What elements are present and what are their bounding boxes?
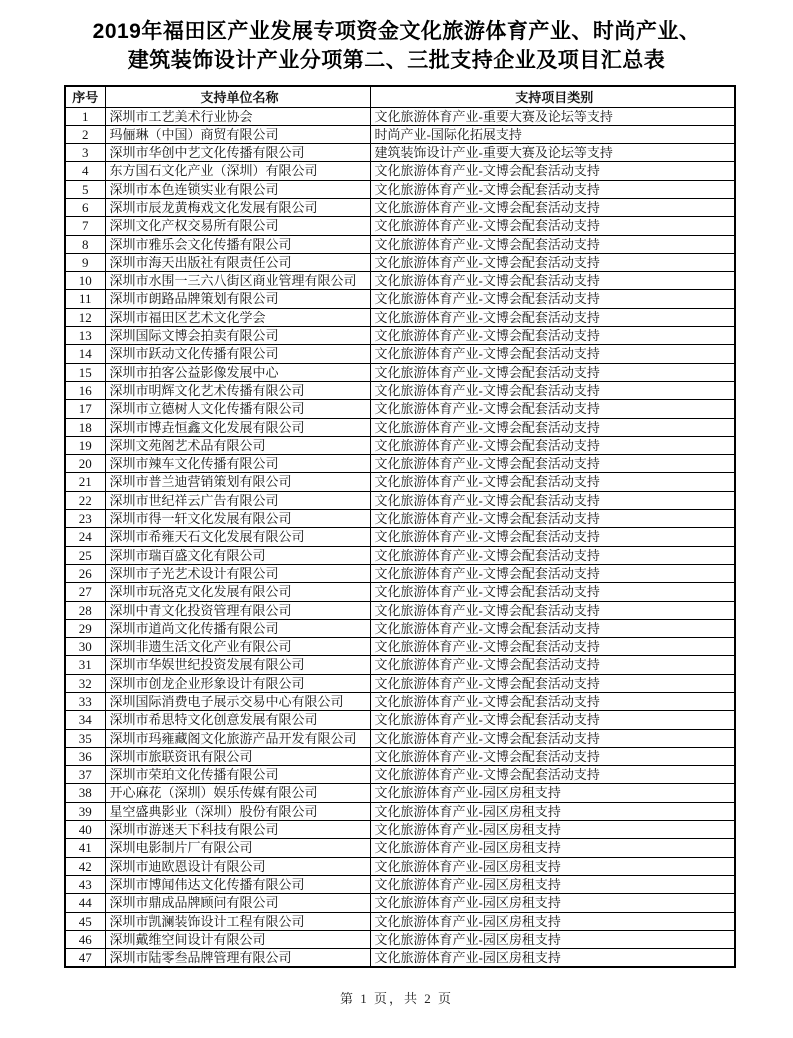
project-category: 文化旅游体育产业-园区房租支持 <box>370 894 735 912</box>
row-index: 5 <box>65 180 105 198</box>
project-category: 文化旅游体育产业-文博会配套活动支持 <box>370 272 735 290</box>
table-row <box>65 894 735 912</box>
table-row <box>65 290 735 308</box>
project-category: 文化旅游体育产业-文博会配套活动支持 <box>370 217 735 235</box>
table-row <box>65 601 735 619</box>
table-header-row <box>65 86 735 107</box>
row-index: 33 <box>65 693 105 711</box>
project-category: 文化旅游体育产业-文博会配套活动支持 <box>370 363 735 381</box>
unit-name: 深圳市华创中艺文化传播有限公司 <box>105 144 370 162</box>
row-index: 7 <box>65 217 105 235</box>
unit-name: 深圳市创龙企业形象设计有限公司 <box>105 674 370 692</box>
table-row <box>65 381 735 399</box>
project-category: 文化旅游体育产业-文博会配套活动支持 <box>370 455 735 473</box>
table-row <box>65 272 735 290</box>
project-category: 文化旅游体育产业-文博会配套活动支持 <box>370 766 735 784</box>
unit-name: 深圳市本色连锁实业有限公司 <box>105 180 370 198</box>
row-index: 38 <box>65 784 105 802</box>
project-category: 文化旅游体育产业-文博会配套活动支持 <box>370 638 735 656</box>
unit-name: 深圳市博垚恒鑫文化发展有限公司 <box>105 418 370 436</box>
row-index: 45 <box>65 912 105 930</box>
unit-name: 深圳市子光艺术设计有限公司 <box>105 564 370 582</box>
table-row <box>65 510 735 528</box>
row-index: 16 <box>65 381 105 399</box>
project-category: 时尚产业-国际化拓展支持 <box>370 125 735 143</box>
project-category: 文化旅游体育产业-文博会配套活动支持 <box>370 327 735 345</box>
unit-name: 深圳市立德树人文化传播有限公司 <box>105 400 370 418</box>
project-category: 文化旅游体育产业-文博会配套活动支持 <box>370 436 735 454</box>
support-summary-table <box>64 85 736 968</box>
table-row <box>65 235 735 253</box>
table-row <box>65 949 735 968</box>
project-category: 文化旅游体育产业-园区房租支持 <box>370 930 735 948</box>
row-index: 28 <box>65 601 105 619</box>
project-category: 文化旅游体育产业-文博会配套活动支持 <box>370 235 735 253</box>
page-title-line2: 建筑装饰设计产业分项第二、三批支持企业及项目汇总表 <box>127 49 666 72</box>
page-title-line1: 2019年福田区产业发展专项资金文化旅游体育产业、时尚产业、 <box>92 20 701 43</box>
row-index: 37 <box>65 766 105 784</box>
project-category: 文化旅游体育产业-文博会配套活动支持 <box>370 546 735 564</box>
project-category: 文化旅游体育产业-园区房租支持 <box>370 784 735 802</box>
row-index: 13 <box>65 327 105 345</box>
table-row <box>65 107 735 125</box>
unit-name: 深圳电影制片厂有限公司 <box>105 839 370 857</box>
unit-name: 深圳国际消费电子展示交易中心有限公司 <box>105 693 370 711</box>
project-category: 文化旅游体育产业-文博会配套活动支持 <box>370 583 735 601</box>
row-index: 15 <box>65 363 105 381</box>
row-index: 3 <box>65 144 105 162</box>
unit-name: 深圳市荣珀文化传播有限公司 <box>105 766 370 784</box>
unit-name: 深圳市希雍天石文化发展有限公司 <box>105 528 370 546</box>
project-category: 文化旅游体育产业-文博会配套活动支持 <box>370 381 735 399</box>
table-row <box>65 436 735 454</box>
table-row <box>65 674 735 692</box>
table-row <box>65 345 735 363</box>
unit-name: 深圳市明辉文化艺术传播有限公司 <box>105 381 370 399</box>
row-index: 36 <box>65 747 105 765</box>
unit-name: 深圳市博闻伟达文化传播有限公司 <box>105 875 370 893</box>
unit-name: 深圳市海天出版社有限责任公司 <box>105 253 370 271</box>
project-category: 文化旅游体育产业-园区房租支持 <box>370 875 735 893</box>
project-category: 文化旅游体育产业-文博会配套活动支持 <box>370 418 735 436</box>
row-index: 14 <box>65 345 105 363</box>
unit-name: 星空盛典影业（深圳）股份有限公司 <box>105 802 370 820</box>
unit-name: 深圳市瑞百盛文化有限公司 <box>105 546 370 564</box>
unit-name: 深圳市工艺美术行业协会 <box>105 107 370 125</box>
project-category: 文化旅游体育产业-文博会配套活动支持 <box>370 693 735 711</box>
table-row <box>65 455 735 473</box>
unit-name: 深圳市朗路品牌策划有限公司 <box>105 290 370 308</box>
table-body <box>65 107 735 967</box>
table-row <box>65 327 735 345</box>
unit-name: 深圳市游迷天下科技有限公司 <box>105 821 370 839</box>
row-index: 39 <box>65 802 105 820</box>
project-category: 文化旅游体育产业-文博会配套活动支持 <box>370 253 735 271</box>
row-index: 12 <box>65 308 105 326</box>
project-category: 文化旅游体育产业-文博会配套活动支持 <box>370 619 735 637</box>
project-category: 文化旅游体育产业-文博会配套活动支持 <box>370 473 735 491</box>
row-index: 1 <box>65 107 105 125</box>
project-category: 文化旅游体育产业-园区房租支持 <box>370 802 735 820</box>
table-row <box>65 656 735 674</box>
project-category: 文化旅游体育产业-文博会配套活动支持 <box>370 674 735 692</box>
row-index: 29 <box>65 619 105 637</box>
row-index: 8 <box>65 235 105 253</box>
row-index: 2 <box>65 125 105 143</box>
header-index: 序号 <box>65 86 105 107</box>
row-index: 19 <box>65 436 105 454</box>
table-row <box>65 693 735 711</box>
table-row <box>65 400 735 418</box>
unit-name: 深圳市陆零叁品牌管理有限公司 <box>105 949 370 968</box>
project-category: 文化旅游体育产业-重要大赛及论坛等支持 <box>370 107 735 125</box>
project-category: 文化旅游体育产业-园区房租支持 <box>370 839 735 857</box>
row-index: 24 <box>65 528 105 546</box>
unit-name: 深圳中青文化投资管理有限公司 <box>105 601 370 619</box>
unit-name: 深圳文化产权交易所有限公司 <box>105 217 370 235</box>
row-index: 44 <box>65 894 105 912</box>
row-index: 42 <box>65 857 105 875</box>
unit-name: 深圳戴维空间设计有限公司 <box>105 930 370 948</box>
project-category: 文化旅游体育产业-文博会配套活动支持 <box>370 400 735 418</box>
row-index: 6 <box>65 198 105 216</box>
table-row <box>65 784 735 802</box>
row-index: 31 <box>65 656 105 674</box>
unit-name: 深圳国际文博会拍卖有限公司 <box>105 327 370 345</box>
table-row <box>65 747 735 765</box>
table-row <box>65 528 735 546</box>
table-row <box>65 162 735 180</box>
unit-name: 深圳市得一轩文化发展有限公司 <box>105 510 370 528</box>
row-index: 20 <box>65 455 105 473</box>
table-row <box>65 930 735 948</box>
row-index: 46 <box>65 930 105 948</box>
table-row <box>65 564 735 582</box>
row-index: 10 <box>65 272 105 290</box>
row-index: 17 <box>65 400 105 418</box>
page-title <box>0 0 793 75</box>
table-row <box>65 839 735 857</box>
project-category: 文化旅游体育产业-文博会配套活动支持 <box>370 345 735 363</box>
project-category: 文化旅游体育产业-文博会配套活动支持 <box>370 198 735 216</box>
row-index: 34 <box>65 711 105 729</box>
table-row <box>65 418 735 436</box>
table-row <box>65 711 735 729</box>
table-row <box>65 217 735 235</box>
unit-name: 玛俪琳（中国）商贸有限公司 <box>105 125 370 143</box>
project-category: 文化旅游体育产业-文博会配套活动支持 <box>370 656 735 674</box>
table-row <box>65 546 735 564</box>
row-index: 25 <box>65 546 105 564</box>
table-row <box>65 857 735 875</box>
unit-name: 深圳文苑阁艺术品有限公司 <box>105 436 370 454</box>
row-index: 40 <box>65 821 105 839</box>
header-category: 支持项目类别 <box>370 86 735 107</box>
table-row <box>65 802 735 820</box>
row-index: 9 <box>65 253 105 271</box>
project-category: 文化旅游体育产业-文博会配套活动支持 <box>370 528 735 546</box>
row-index: 47 <box>65 949 105 968</box>
table-header <box>65 86 735 107</box>
table-row <box>65 619 735 637</box>
header-unit-name: 支持单位名称 <box>105 86 370 107</box>
unit-name: 深圳市普兰迪营销策划有限公司 <box>105 473 370 491</box>
project-category: 文化旅游体育产业-园区房租支持 <box>370 857 735 875</box>
unit-name: 东方国石文化产业（深圳）有限公司 <box>105 162 370 180</box>
table-row <box>65 253 735 271</box>
table-row <box>65 473 735 491</box>
row-index: 35 <box>65 729 105 747</box>
table-row <box>65 363 735 381</box>
row-index: 21 <box>65 473 105 491</box>
page-number: 第 1 页，共 2 页 <box>339 991 453 1006</box>
table-row <box>65 308 735 326</box>
row-index: 43 <box>65 875 105 893</box>
unit-name: 深圳市辣车文化传播有限公司 <box>105 455 370 473</box>
project-category: 文化旅游体育产业-文博会配套活动支持 <box>370 729 735 747</box>
table-row <box>65 180 735 198</box>
row-index: 23 <box>65 510 105 528</box>
table-row <box>65 144 735 162</box>
unit-name: 深圳市凯澜装饰设计工程有限公司 <box>105 912 370 930</box>
table-row <box>65 821 735 839</box>
table-row <box>65 198 735 216</box>
project-category: 文化旅游体育产业-文博会配套活动支持 <box>370 564 735 582</box>
row-index: 41 <box>65 839 105 857</box>
project-category: 文化旅游体育产业-文博会配套活动支持 <box>370 601 735 619</box>
table-row <box>65 875 735 893</box>
row-index: 11 <box>65 290 105 308</box>
table-row <box>65 766 735 784</box>
unit-name: 深圳非遗生活文化产业有限公司 <box>105 638 370 656</box>
project-category: 文化旅游体育产业-园区房租支持 <box>370 949 735 968</box>
unit-name: 深圳市世纪祥云广告有限公司 <box>105 491 370 509</box>
project-category: 文化旅游体育产业-文博会配套活动支持 <box>370 162 735 180</box>
row-index: 22 <box>65 491 105 509</box>
row-index: 30 <box>65 638 105 656</box>
table-row <box>65 491 735 509</box>
project-category: 文化旅游体育产业-文博会配套活动支持 <box>370 308 735 326</box>
unit-name: 深圳市希思特文化创意发展有限公司 <box>105 711 370 729</box>
table-row <box>65 729 735 747</box>
project-category: 文化旅游体育产业-园区房租支持 <box>370 912 735 930</box>
unit-name: 深圳市旅联资讯有限公司 <box>105 747 370 765</box>
unit-name: 深圳市跃动文化传播有限公司 <box>105 345 370 363</box>
row-index: 18 <box>65 418 105 436</box>
unit-name: 深圳市辰龙黄梅戏文化发展有限公司 <box>105 198 370 216</box>
project-category: 文化旅游体育产业-园区房租支持 <box>370 821 735 839</box>
project-category: 文化旅游体育产业-文博会配套活动支持 <box>370 180 735 198</box>
unit-name: 深圳市福田区艺术文化学会 <box>105 308 370 326</box>
row-index: 4 <box>65 162 105 180</box>
unit-name: 深圳市水围一三六八街区商业管理有限公司 <box>105 272 370 290</box>
table-row <box>65 912 735 930</box>
project-category: 文化旅游体育产业-文博会配套活动支持 <box>370 290 735 308</box>
table-row <box>65 638 735 656</box>
unit-name: 深圳市玩洛克文化发展有限公司 <box>105 583 370 601</box>
project-category: 文化旅游体育产业-文博会配套活动支持 <box>370 747 735 765</box>
table-row <box>65 583 735 601</box>
row-index: 26 <box>65 564 105 582</box>
unit-name: 深圳市迪欧恩设计有限公司 <box>105 857 370 875</box>
project-category: 文化旅游体育产业-文博会配套活动支持 <box>370 510 735 528</box>
project-category: 文化旅游体育产业-文博会配套活动支持 <box>370 711 735 729</box>
project-category: 建筑装饰设计产业-重要大赛及论坛等支持 <box>370 144 735 162</box>
unit-name: 深圳市雅乐会文化传播有限公司 <box>105 235 370 253</box>
unit-name: 深圳市拍客公益影像发展中心 <box>105 363 370 381</box>
unit-name: 深圳市玛雍藏阁文化旅游产品开发有限公司 <box>105 729 370 747</box>
project-category: 文化旅游体育产业-文博会配套活动支持 <box>370 491 735 509</box>
unit-name: 深圳市道尚文化传播有限公司 <box>105 619 370 637</box>
table-row <box>65 125 735 143</box>
unit-name: 深圳市华娱世纪投资发展有限公司 <box>105 656 370 674</box>
unit-name: 深圳市鼎成品牌顾问有限公司 <box>105 894 370 912</box>
row-index: 27 <box>65 583 105 601</box>
unit-name: 开心麻花（深圳）娱乐传媒有限公司 <box>105 784 370 802</box>
row-index: 32 <box>65 674 105 692</box>
